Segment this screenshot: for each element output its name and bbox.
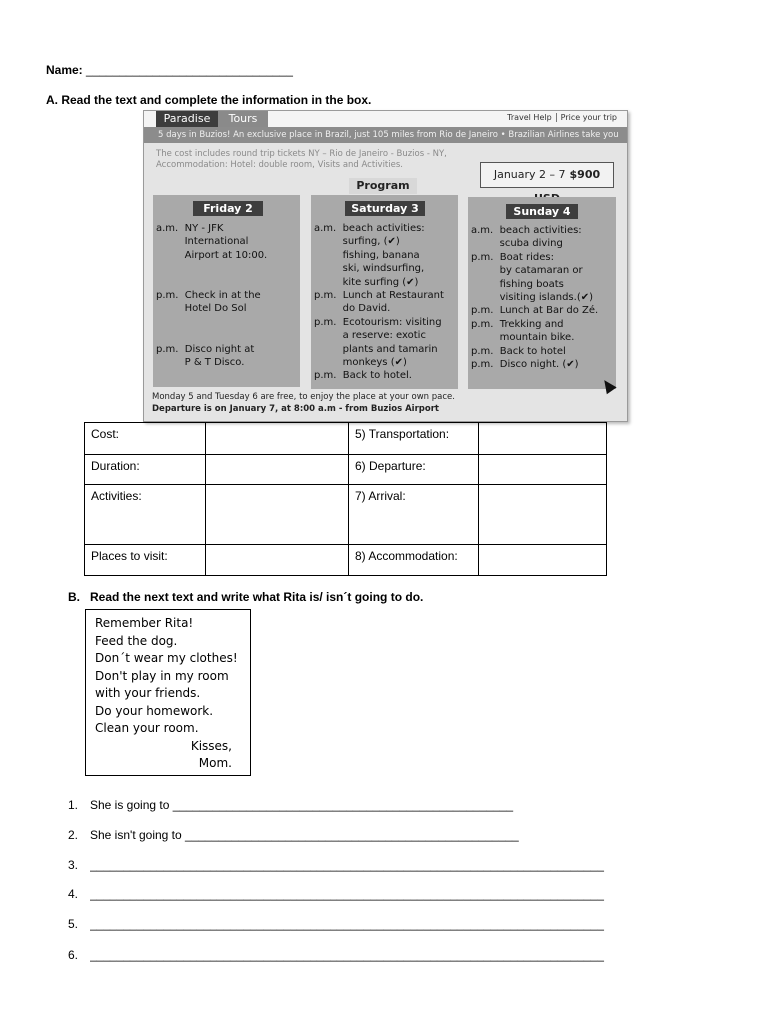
name-label: Name: (46, 63, 87, 77)
accommodation-answer-cell[interactable] (479, 545, 607, 576)
brochure-info (156, 149, 447, 171)
saturday-schedule: a.m. beach activities: surfing, (✔) fishing, banana ski, windsurfing, kite surfing (✔) p.m. Lunch at Restaurant do David. p.m. Ecotourism: visiting a reserve: exotic plants and tamarin monkeys (✔) p.m. Back to hotel. (314, 223, 444, 382)
answer-line-5[interactable]: _____________________________________________________________________________ (90, 917, 604, 931)
sunday-column (468, 197, 616, 389)
sunday-title: Sunday 4 (506, 204, 578, 219)
transportation-label: 5) Transportation: (349, 423, 479, 455)
section-b-instruction: Read the next text and write what Rita is/ isn´t going to do. (90, 590, 424, 604)
answer-line-4[interactable]: _____________________________________________________________________________ (90, 887, 604, 901)
accommodation-label: 8) Accommodation: (349, 545, 479, 576)
answer-number: 1. (68, 798, 79, 812)
transportation-answer-cell[interactable] (479, 423, 607, 455)
duration-answer-cell[interactable] (206, 455, 349, 485)
friday-title: Friday 2 (193, 201, 263, 216)
note-line: Do your homework. (95, 703, 214, 718)
brochure-info-line2: Accommodation: Hotel: double room, Visits and Activities. (156, 160, 403, 170)
price-dates: January 2 – 7 (493, 168, 566, 181)
price-amount: $900 (569, 168, 601, 181)
sunday-schedule: a.m. beach activities: scuba diving p.m. Boat rides: by catamaran or fishing boats visiting islands.(✔) p.m. Lunch at Bar do Zé. p.m. Trekking and mountain bike. p.m. Back to hotel p.m. Disco night. (✔) (471, 225, 599, 371)
section-a-instruction: A. Read the text and complete the information in the box. (46, 93, 372, 107)
table-row (85, 545, 607, 576)
brochure-footer (152, 391, 455, 415)
brochure-band: 5 days in Buzios! An exclusive place in Brazil, just 105 miles from Rio de Janeiro • Brazilian Airlines take you (144, 127, 627, 143)
note-line: Feed the dog. (95, 633, 178, 648)
saturday-title: Saturday 3 (345, 201, 425, 216)
brochure-header (144, 111, 627, 127)
cost-answer-cell[interactable] (206, 423, 349, 455)
table-row (85, 423, 607, 455)
note-signature: Mom. (198, 756, 232, 770)
program-heading: Program (349, 178, 417, 194)
table-row (85, 455, 607, 485)
note-signoff: Kisses, (190, 738, 232, 753)
saturday-column (311, 195, 458, 389)
price-trip-link: Price your trip (560, 113, 617, 122)
note-line: Clean your room. (95, 721, 199, 735)
brochure-footer-line2: Departure is on January 7, at 8:00 a.m - from Buzios Airport (152, 404, 439, 414)
mom-note (85, 609, 251, 776)
note-line: Don´t wear my clothes! (95, 651, 238, 665)
answer-number: 3. (68, 858, 79, 872)
name-blank[interactable]: _______________________________ (86, 63, 293, 77)
brochure-links (507, 113, 617, 122)
places-answer-cell[interactable] (206, 545, 349, 576)
info-table (84, 422, 607, 576)
note-line: Remember Rita! (95, 616, 194, 630)
duration-label: Duration: (85, 455, 206, 485)
cost-label: Cost: (85, 423, 206, 455)
activities-label: Activities: (85, 485, 206, 545)
brochure-info-line1: The cost includes round trip tickets NY – Rio de Janeiro - Buzios - NY, (156, 149, 447, 159)
travel-brochure (143, 110, 628, 422)
activities-answer-cell[interactable] (206, 485, 349, 545)
travel-help-link: Travel Help (507, 113, 552, 122)
brochure-footer-line1: Monday 5 and Tuesday 6 are free, to enjoy the place at your own pace. (152, 392, 455, 402)
departure-answer-cell[interactable] (479, 455, 607, 485)
note-line: Don't play in my room (95, 668, 229, 683)
note-line: with your friends. (95, 686, 201, 700)
answer-number: 6. (68, 948, 79, 962)
arrival-label: 7) Arrival: (349, 485, 479, 545)
brochure-tab-tours: Tours (218, 111, 268, 127)
answer-number: 4. (68, 887, 79, 901)
answer-number: 2. (68, 828, 79, 842)
table-row (85, 485, 607, 545)
name-line (46, 63, 293, 77)
places-label: Places to visit: (85, 545, 206, 576)
answer-number: 5. (68, 917, 79, 931)
answer-line-1[interactable]: She is going to ___________________________________________________ (90, 798, 514, 812)
answer-line-6[interactable]: _____________________________________________________________________________ (90, 948, 604, 962)
section-b-letter: B. (68, 590, 80, 604)
departure-label: 6) Departure: (349, 455, 479, 485)
brochure-price-box (480, 162, 614, 188)
friday-column (153, 195, 300, 387)
brochure-tab-paradise: Paradise (156, 111, 218, 127)
answer-line-2[interactable]: She isn't going to __________________________________________________ (90, 828, 519, 842)
answer-line-3[interactable]: _____________________________________________________________________________ (90, 858, 604, 872)
arrival-answer-cell[interactable] (479, 485, 607, 545)
friday-schedule: a.m. NY - JFK International Airport at 10:00. p.m. Check in at the Hotel Do Sol p.m. Disco night at P & T Disco. (156, 223, 268, 369)
